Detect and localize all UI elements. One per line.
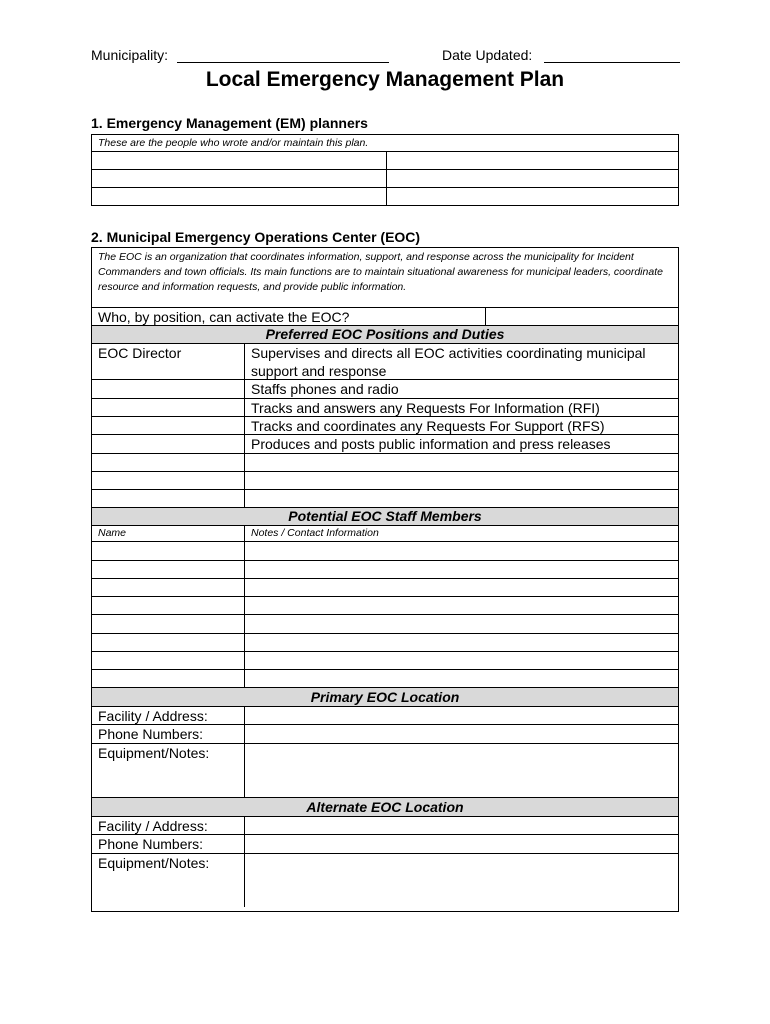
staff-notes-cell[interactable] bbox=[245, 597, 678, 614]
position-cell[interactable] bbox=[92, 435, 245, 453]
planner-cell[interactable] bbox=[92, 170, 387, 187]
table-row bbox=[92, 170, 678, 188]
table-row bbox=[92, 854, 678, 907]
alternate-phone-label: Phone Numbers: bbox=[92, 835, 245, 853]
table-row bbox=[92, 435, 678, 454]
table-row bbox=[92, 399, 678, 417]
staff-name-cell[interactable] bbox=[92, 615, 245, 633]
staff-col-notes: Notes / Contact Information bbox=[251, 527, 379, 539]
staff-name-cell[interactable] bbox=[92, 652, 245, 669]
position-cell[interactable] bbox=[92, 490, 245, 507]
staff-name-cell[interactable] bbox=[92, 579, 245, 596]
position-cell[interactable] bbox=[92, 454, 245, 471]
municipality-label: Municipality: bbox=[91, 47, 169, 63]
table-row bbox=[92, 597, 678, 615]
primary-facility-label: Facility / Address: bbox=[92, 707, 245, 724]
date-updated-label: Date Updated: bbox=[442, 47, 533, 63]
alternate-equipment-label: Equipment/Notes: bbox=[92, 854, 245, 907]
table-row bbox=[92, 615, 678, 634]
header-line bbox=[91, 47, 680, 67]
table-row bbox=[92, 542, 678, 561]
table-row bbox=[92, 188, 678, 205]
staff-columns-row bbox=[92, 526, 678, 542]
table-row bbox=[92, 835, 678, 854]
positions-header: Preferred EOC Positions and Duties bbox=[92, 326, 678, 344]
duty-text: Tracks and coordinates any Requests For Support (RFS) bbox=[251, 418, 605, 434]
staff-notes-cell[interactable] bbox=[245, 615, 678, 633]
staff-header: Potential EOC Staff Members bbox=[92, 508, 678, 526]
staff-name-cell[interactable] bbox=[92, 542, 245, 560]
planner-cell[interactable] bbox=[387, 188, 678, 205]
primary-facility-field[interactable] bbox=[245, 707, 678, 724]
duty-text: Produces and posts public information and press releases bbox=[251, 436, 611, 452]
table-row bbox=[92, 670, 678, 688]
director-label: EOC Director bbox=[92, 344, 245, 379]
table-row bbox=[92, 490, 678, 508]
table-row bbox=[92, 417, 678, 435]
table-row bbox=[92, 472, 678, 490]
alternate-facility-label: Facility / Address: bbox=[92, 817, 245, 834]
position-cell[interactable] bbox=[92, 472, 245, 489]
primary-equipment-label: Equipment/Notes: bbox=[92, 744, 245, 797]
planner-cell[interactable] bbox=[92, 152, 387, 169]
section1-heading: 1. Emergency Management (EM) planners bbox=[91, 115, 368, 131]
planners-note-row bbox=[92, 135, 678, 152]
eoc-description-row bbox=[92, 248, 678, 308]
staff-name-cell[interactable] bbox=[92, 634, 245, 651]
table-row bbox=[92, 634, 678, 652]
table-row bbox=[92, 707, 678, 725]
primary-location-header: Primary EOC Location bbox=[92, 688, 678, 707]
page-title: Local Emergency Management Plan bbox=[205, 68, 565, 91]
activate-answer-field[interactable] bbox=[486, 308, 678, 325]
table-row bbox=[92, 817, 678, 835]
position-cell[interactable] bbox=[92, 380, 245, 398]
duty-cell[interactable] bbox=[245, 454, 678, 471]
table-row bbox=[92, 744, 678, 798]
staff-name-cell[interactable] bbox=[92, 561, 245, 578]
duty-cell[interactable] bbox=[245, 490, 678, 507]
alternate-location-header: Alternate EOC Location bbox=[92, 798, 678, 817]
primary-phone-label: Phone Numbers: bbox=[92, 725, 245, 743]
duty-cell[interactable] bbox=[245, 472, 678, 489]
position-cell[interactable] bbox=[92, 399, 245, 416]
eoc-table bbox=[91, 247, 679, 912]
eoc-description: The EOC is an organization that coordinates information, support, and response across the municipality for Incident Commanders and town officials. Its main functions are to maintain situational awareness for municipal leaders, coordinate resource and information requests, and provide public information. bbox=[98, 251, 663, 293]
planner-cell[interactable] bbox=[387, 152, 678, 169]
staff-notes-cell[interactable] bbox=[245, 652, 678, 669]
duty-text: Tracks and answers any Requests For Information (RFI) bbox=[251, 400, 600, 416]
section2-heading: 2. Municipal Emergency Operations Center (EOC) bbox=[91, 229, 421, 245]
staff-notes-cell[interactable] bbox=[245, 579, 678, 596]
staff-name-cell[interactable] bbox=[92, 670, 245, 687]
planner-cell[interactable] bbox=[92, 188, 387, 205]
table-row bbox=[92, 380, 678, 399]
position-cell[interactable] bbox=[92, 417, 245, 434]
staff-notes-cell[interactable] bbox=[245, 542, 678, 560]
staff-col-name: Name bbox=[92, 526, 245, 541]
table-row bbox=[92, 152, 678, 170]
staff-name-cell[interactable] bbox=[92, 597, 245, 614]
table-row bbox=[92, 561, 678, 579]
staff-notes-cell[interactable] bbox=[245, 670, 678, 687]
planners-note: These are the people who wrote and/or maintain this plan. bbox=[98, 137, 369, 149]
duty-text: Staffs phones and radio bbox=[251, 381, 399, 397]
primary-equipment-field[interactable] bbox=[245, 744, 678, 797]
primary-phone-field[interactable] bbox=[245, 725, 678, 743]
alternate-phone-field[interactable] bbox=[245, 835, 678, 853]
planners-table bbox=[91, 134, 679, 206]
table-row bbox=[92, 725, 678, 744]
table-row bbox=[92, 579, 678, 597]
alternate-facility-field[interactable] bbox=[245, 817, 678, 834]
activate-question: Who, by position, can activate the EOC? bbox=[92, 308, 486, 325]
table-row bbox=[92, 344, 678, 380]
municipality-field[interactable] bbox=[177, 61, 389, 63]
duty-text: Supervises and directs all EOC activities coordinating municipal support and response bbox=[251, 345, 646, 379]
date-updated-field[interactable] bbox=[544, 61, 680, 63]
staff-notes-cell[interactable] bbox=[245, 561, 678, 578]
table-row bbox=[92, 652, 678, 670]
activate-row bbox=[92, 308, 678, 326]
table-row bbox=[92, 454, 678, 472]
staff-notes-cell[interactable] bbox=[245, 634, 678, 651]
alternate-equipment-field[interactable] bbox=[245, 854, 678, 907]
planner-cell[interactable] bbox=[387, 170, 678, 187]
